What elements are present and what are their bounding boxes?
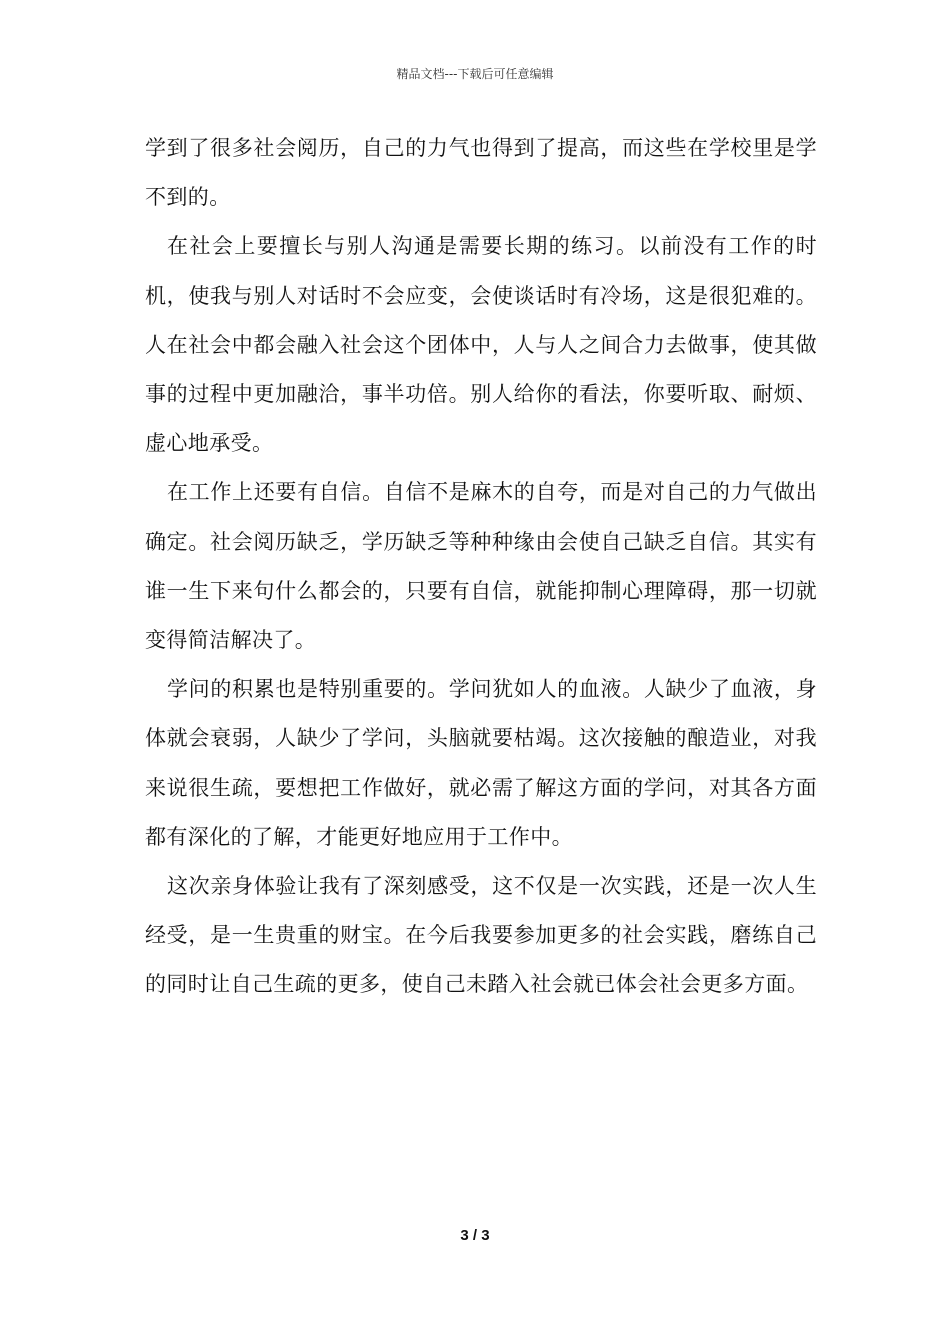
paragraph: 在工作上还要有自信。自信不是麻木的自夸，而是对自己的力气做出确定。社会阅历缺乏，学历缺乏等种种缘由会使自己缺乏自信。其实有谁一生下来句什么都会的，只要有自信，就能抑制心理障碍，那一切就变得简洁解决了。 [145, 480, 817, 653]
paragraph: 这次亲身体验让我有了深刻感受，这不仅是一次实践，还是一次人生经受，是一生贵重的财宝。在今后我要参加更多的社会实践，磨练自己的同时让自己生疏的更多，使自己未踏入社会就已体会社会更多方面。 [145, 874, 817, 997]
page-header: 精品文档---下载后可任意编辑 [396, 67, 554, 81]
paragraph: 学问的积累也是特别重要的。学问犹如人的血液。人缺少了血液，身体就会衰弱，人缺少了学问，头脑就要枯竭。这次接触的酿造业，对我来说很生疏，要想把工作做好，就必需了解这方面的学问，对其各方面都有深化的了解，才能更好地应用于工作中。 [145, 677, 817, 849]
document-body [145, 124, 817, 1010]
page-number: 3 / 3 [460, 1227, 490, 1244]
paragraph: 在社会上要擅长与别人沟通是需要长期的练习。以前没有工作的时机，使我与别人对话时不会应变，会使谈话时有冷场，这是很犯难的。人在社会中都会融入社会这个团体中，人与人之间合力去做事，使其做事的过程中更加融洽，事半功倍。别人给你的看法，你要听取、耐烦、虚心地承受。 [145, 234, 817, 456]
paragraph: 学到了很多社会阅历，自己的力气也得到了提高，而这些在学校里是学不到的。 [145, 136, 817, 210]
